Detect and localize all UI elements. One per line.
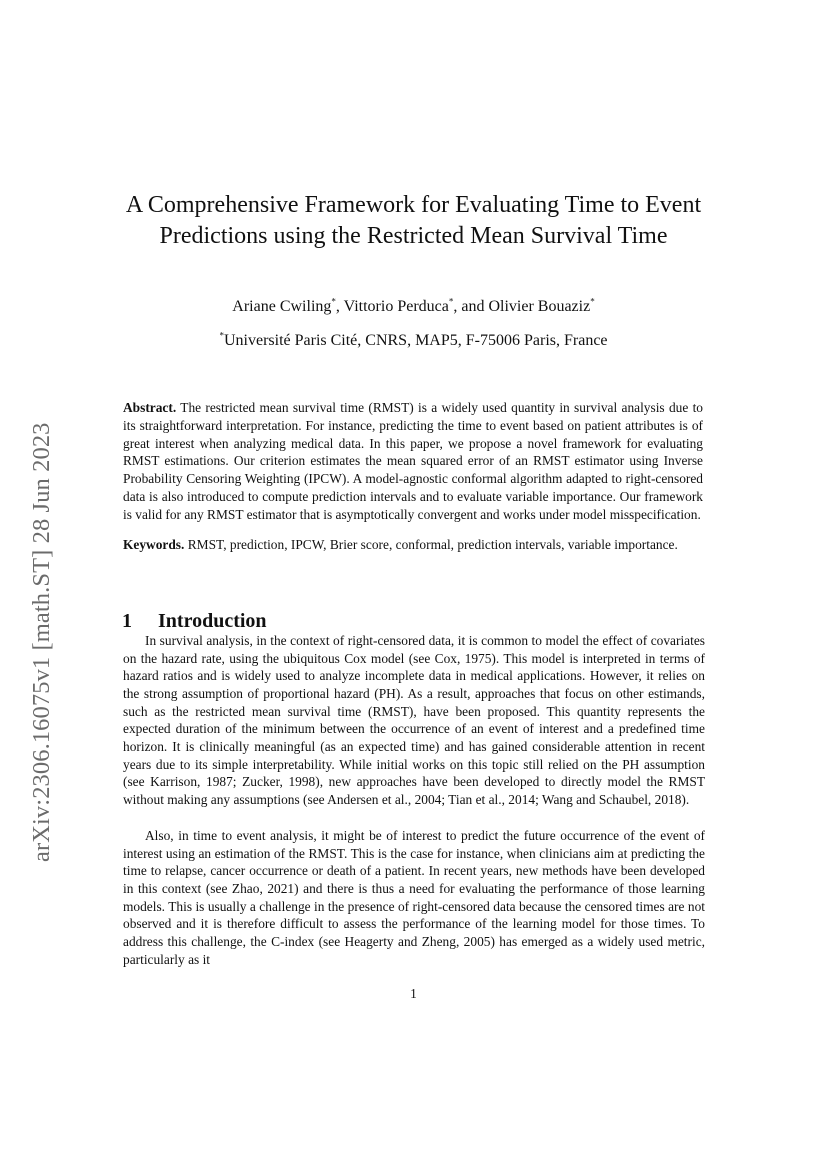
body-paragraph: In survival analysis, in the context of right-censored data, it is common to model the effect of covariates on the hazard rate, using the ubiquitous Cox model (see Cox, 1975). This model is interpreted in terms of hazard ratios and is widely used to analyze incomplete data in medical applications. However, it relies on the strong assumption of proportional hazard (PH). As a result, approaches that focus on other estimands, such as the restricted mean survival time (RMST), have been proposed. This quantity represents the expected duration of the minimum between the occurrence of an event of interest and a predefined time horizon. It is clinically meaningful (as an expected time) and has gained considerable attention in recent years due to its simple interpretability. While initial works on this topic still relied on the PH assumption (see Karrison, 1987; Zucker, 1998), new approaches have been developed to directly model the RMST without making any assumptions (see Andersen et al., 2004; Tian et al., 2014; Wang and Schaubel, 2018).: [123, 633, 705, 807]
author-name: Olivier Bouaziz: [488, 298, 591, 315]
abstract-label: Abstract.: [123, 400, 177, 415]
section-title: Introduction: [158, 610, 267, 632]
author-affiliation-mark: *: [331, 296, 336, 307]
author-name: Ariane Cwiling: [232, 298, 332, 315]
author-name: Vittorio Perduca: [343, 298, 449, 315]
author-list: [120, 296, 707, 318]
keywords: [123, 536, 703, 554]
affiliation-mark: *: [219, 330, 224, 341]
affiliation-text: Université Paris Cité, CNRS, MAP5, F-75006 Paris, France: [223, 332, 608, 349]
body-paragraph: Also, in time to event analysis, it might be of interest to predict the future occurrence of the event of interest using an estimation of the RMST. This is the case for instance, when clinicians aim at predicting the time to relapse, cancer occurrence or death of a patient. In recent years, new methods have been developed in this context (see Zhao, 2021) and there is thus a need for evaluating the performance of those learning models. This is usually a challenge in the presence of right-censored data because the censored times are not observed and it is therefore difficult to assess the performance of the learning model for those times. To address this challenge, the C-index (see Heagerty and Zheng, 2005) has emerged as a widely used metric, particularly as it: [123, 828, 705, 967]
page-number: 1: [410, 986, 417, 1001]
section-number: 1: [122, 610, 132, 632]
abstract-text: The restricted mean survival time (RMST) is a widely used quantity in survival analysis due to its straightforward interpretation. For instance, predicting the time to event based on patient attributes is of great interest when analyzing medical data. In this paper, we propose a novel framework for evaluating RMST estimations. Our criterion estimates the mean squared error of an RMST estimator using Inverse Probability Censoring Weighting (IPCW). A model-agnostic conformal algorithm adapted to right-censored data is also introduced to compute prediction intervals and to evaluate variable importance. Our framework is valid for any RMST estimator that is asymptotically convergent and works under model misspecification.: [123, 400, 704, 522]
author-affiliation-mark: *: [590, 296, 595, 307]
arxiv-identifier-stamp: arXiv:2306.16075v1 [math.ST] 28 Jun 2023: [28, 422, 55, 862]
author-separator: , and: [453, 298, 489, 315]
author-affiliation: [120, 330, 707, 352]
author-affiliation-mark: *: [448, 296, 454, 307]
paper-title: A Comprehensive Framework for Evaluating Time to Event Predictions using the Restricted Mean Survival Time: [125, 192, 702, 249]
keywords-label: Keywords.: [123, 537, 185, 552]
section-heading-introduction: [122, 607, 707, 635]
abstract: [123, 399, 703, 524]
author-separator: ,: [335, 298, 344, 315]
keywords-text: RMST, prediction, IPCW, Brier score, conformal, prediction intervals, variable importance.: [187, 537, 678, 552]
